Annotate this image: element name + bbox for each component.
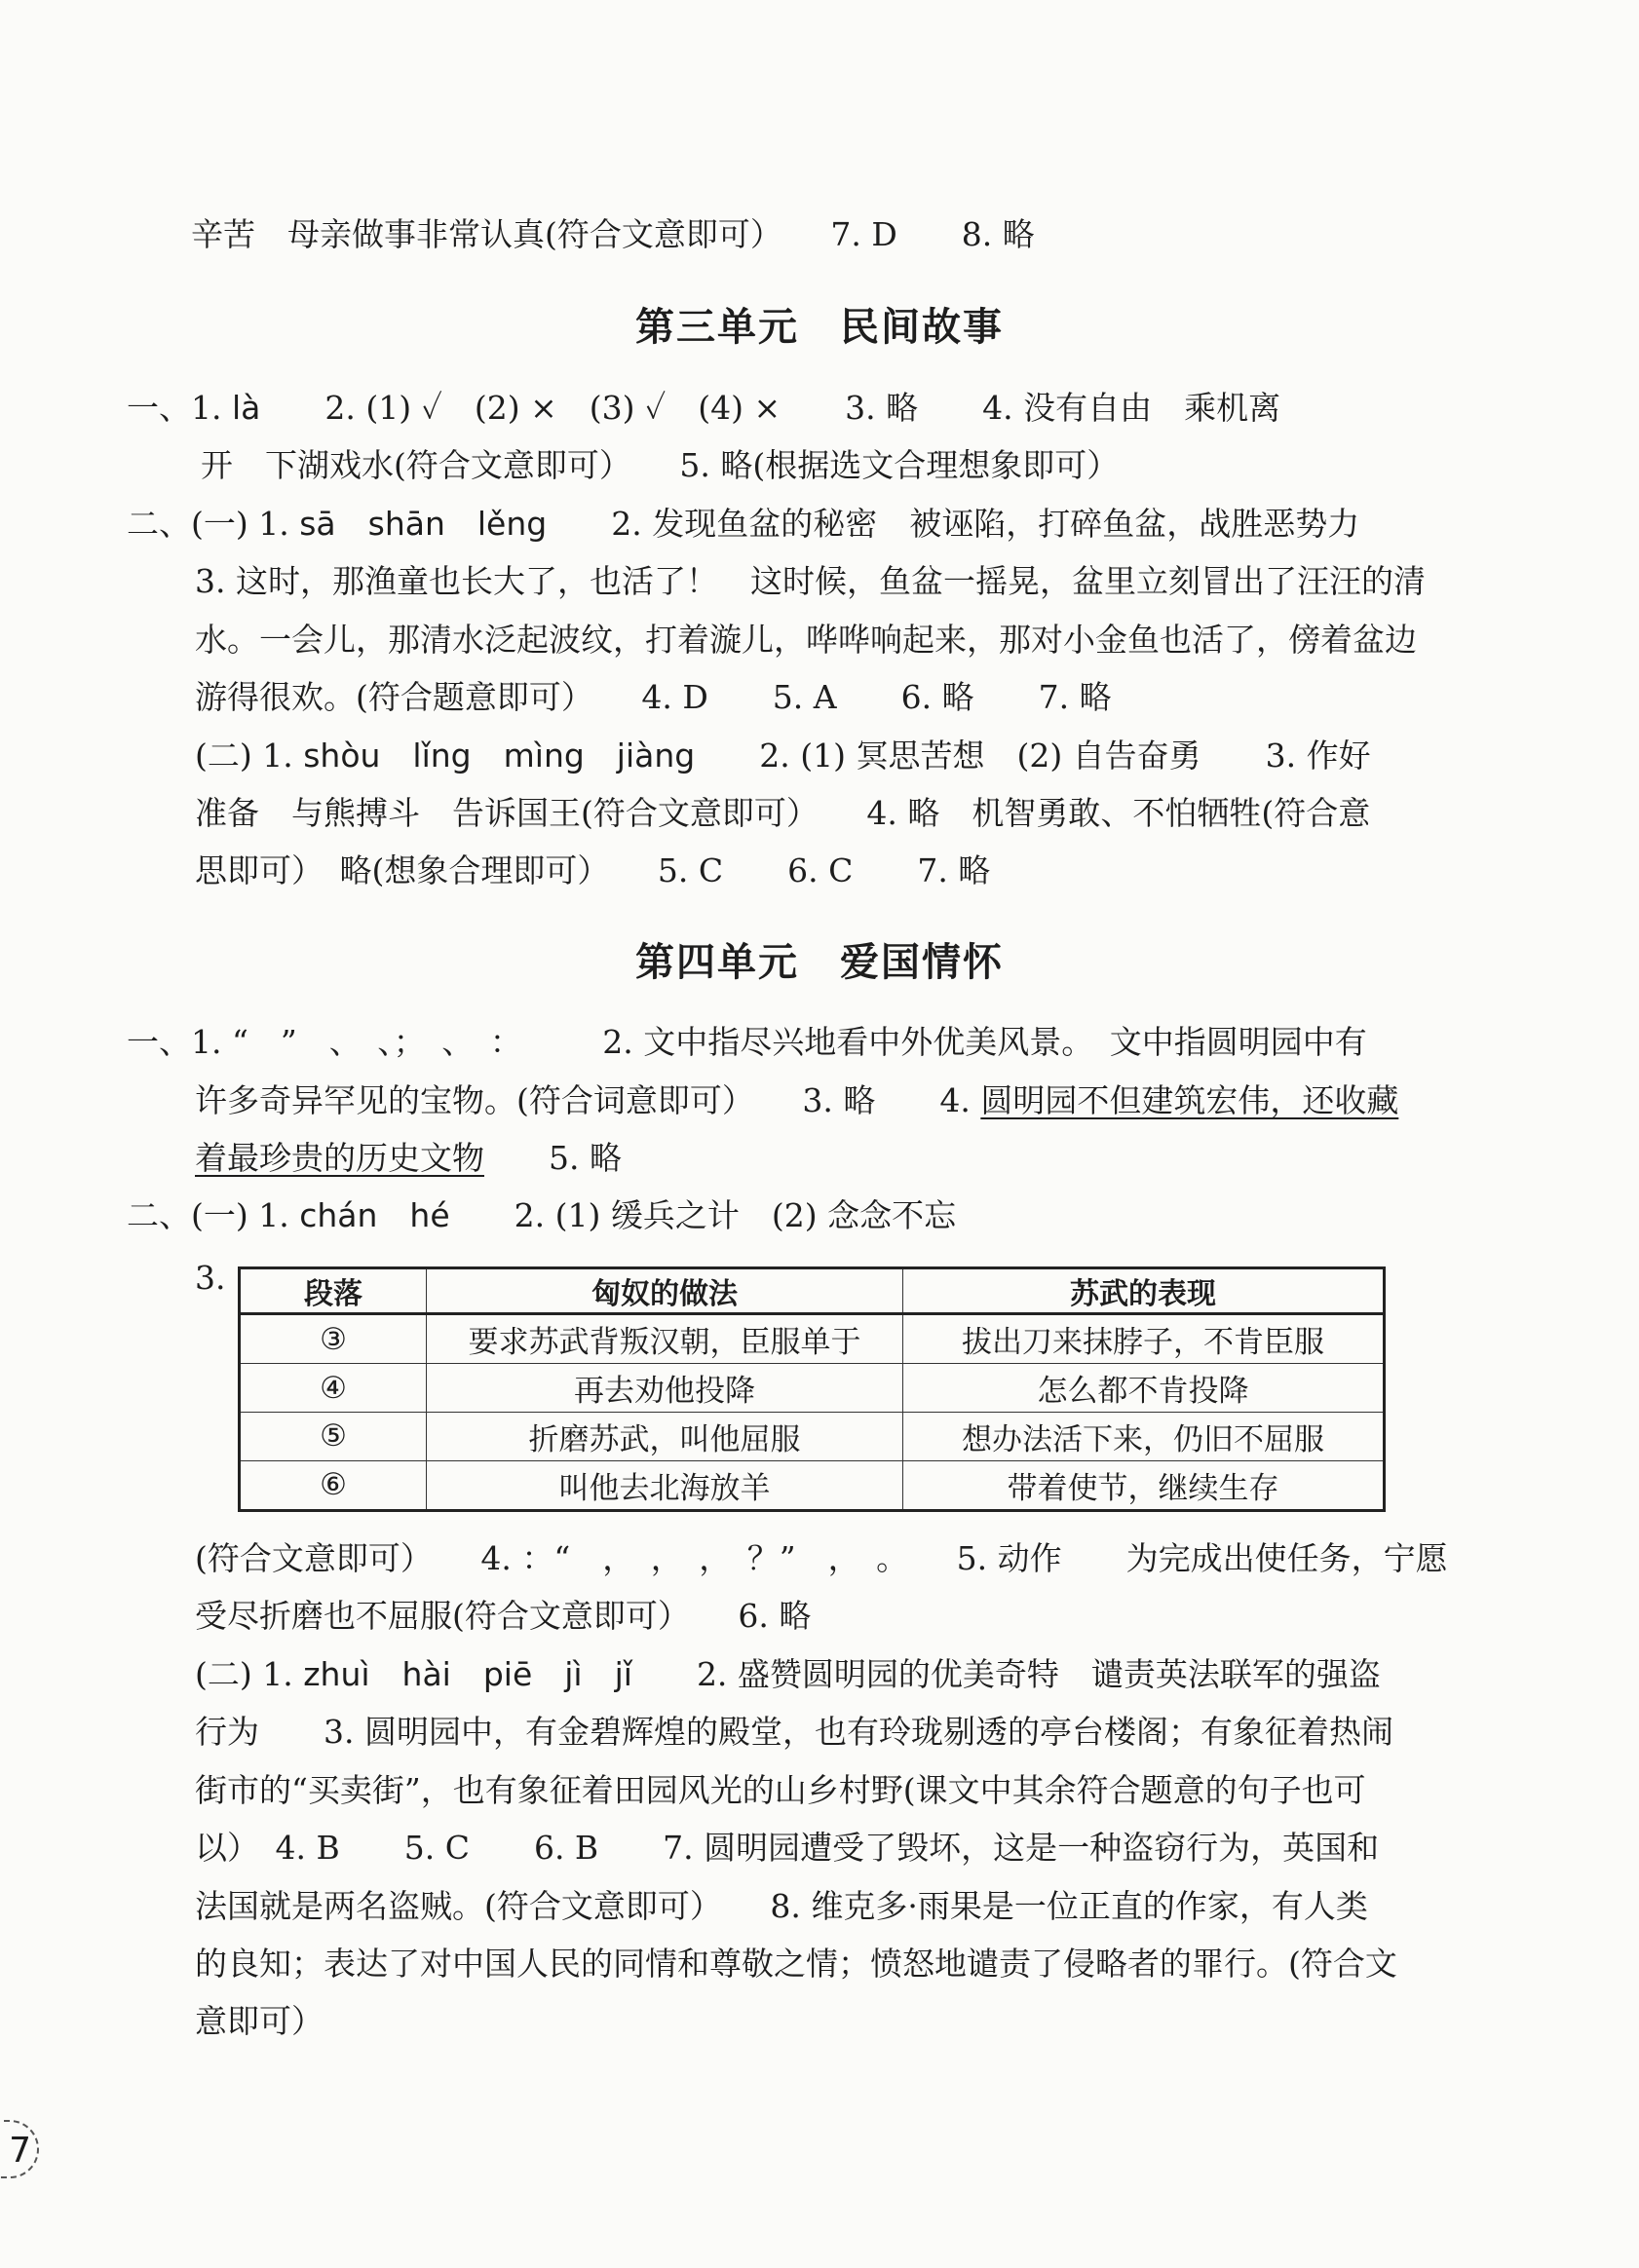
answer-line: 着最珍贵的历史文物 5. 略 <box>195 1139 622 1177</box>
answer-line: (二) 1. shòu lǐng mìng jiàng 2. (1) 冥思苦想 (2) 自告奋勇 3. 作好 <box>195 737 1371 775</box>
unit-heading: 第三单元 民间故事 <box>635 305 1004 350</box>
table-cell: 叫他去北海放羊 <box>427 1460 903 1510</box>
table-cell: 拔出刀来抹脖子，不肯臣服 <box>903 1314 1385 1364</box>
underlined-answer: 着最珍贵的历史文物 <box>195 1139 484 1177</box>
answer-line: 受尽折磨也不屈服(符合文意即可） 6. 略 <box>195 1597 812 1635</box>
table-cell: 带着使节，继续生存 <box>903 1460 1385 1510</box>
answer-line: 准备 与熊搏斗 告诉国王(符合文意即可） 4. 略 机智勇敢、不怕牺牲(符合意 <box>195 794 1371 832</box>
answer-line: 3. 这时，那渔童也长大了，也活了！ 这时候，鱼盆一摇晃，盆里立刻冒出了汪汪的清 <box>195 562 1426 600</box>
table-row <box>240 1364 1385 1413</box>
answer-table <box>238 1266 1386 1512</box>
table-cell: 折磨苏武，叫他屈服 <box>427 1412 903 1460</box>
answer-line: (二) 1. zhuì hài piē jì jǐ 2. 盛赞圆明园的优美奇特 谴责英法联军的强盗 <box>195 1655 1381 1693</box>
table-cell: 再去劝他投降 <box>427 1364 903 1413</box>
answer-line: 一、1. “ ” 、 、； 、 ： 2. 文中指尽兴地看中外优美风景。 文中指圆明园中有 <box>127 1023 1367 1061</box>
answer-line: 二、(一) 1. chán hé 2. (1) 缓兵之计 (2) 念念不忘 <box>127 1196 957 1234</box>
underlined-answer: 圆明园不但建筑宏伟，还收藏 <box>980 1081 1399 1119</box>
answer-line: 的良知；表达了对中国人民的同情和尊敬之情；愤怒地谴责了侵略者的罪行。(符合文 <box>195 1945 1397 1983</box>
answer-line: 二、(一) 1. sā shān lěng 2. 发现鱼盆的秘密 被诬陷，打碎鱼盆，战胜恶势力 <box>127 505 1360 543</box>
answer-table-wrapper <box>238 1266 1386 1512</box>
answer-line: 辛苦 母亲做事非常认真(符合文意即可） 7. D 8. 略 <box>191 215 1035 253</box>
table-cell: ④ <box>240 1364 427 1413</box>
answer-line: (符合文意即可） 4. ：“ ， ， ， ？” ， 。 5. 动作 为完成出使任务，宁愿 <box>195 1539 1448 1577</box>
table-header: 匈奴的做法 <box>427 1268 903 1314</box>
answer-line: 思即可） 略(想象合理即可） 5. C 6. C 7. 略 <box>195 851 991 889</box>
table-row <box>240 1314 1385 1364</box>
answer-line: 街市的“买卖街”，也有象征着田园风光的山乡村野(课文中其余符合题意的句子也可 <box>195 1771 1366 1809</box>
pinyin: là <box>231 389 261 427</box>
unit-heading: 第四单元 爱国情怀 <box>635 940 1004 985</box>
table-cell: ⑥ <box>240 1460 427 1510</box>
answer-line: 开 下湖戏水(符合文意即可） 5. 略(根据选文合理想象即可） <box>201 446 1120 484</box>
question-number: 3. <box>195 1259 226 1297</box>
answer-line: 水。一会儿，那清水泛起波纹，打着漩儿，哗哗响起来，那对小金鱼也活了，傍着盆边 <box>195 621 1417 659</box>
table-header: 苏武的表现 <box>903 1268 1385 1314</box>
table-cell: 想办法活下来，仍旧不屈服 <box>903 1412 1385 1460</box>
answer-line: 行为 3. 圆明园中，有金碧辉煌的殿堂，也有玲珑剔透的亭台楼阁；有象征着热闹 <box>195 1713 1393 1751</box>
table-cell: ⑤ <box>240 1412 427 1460</box>
table-header-row <box>240 1268 1385 1314</box>
page-number: 7 <box>0 2120 39 2178</box>
answer-line: 意即可） <box>195 2002 324 2040</box>
table-row <box>240 1412 1385 1460</box>
pinyin: chán hé <box>299 1196 450 1234</box>
pinyin: zhuì hài piē jì jǐ <box>303 1655 632 1693</box>
answer-line: 一、1. là 2. (1) ✓ (2) × (3) ✓ (4) × 3. 略 4. 没有自由 乘机离 <box>127 389 1281 427</box>
table-row <box>240 1460 1385 1510</box>
table-header: 段落 <box>240 1268 427 1314</box>
pinyin: sā shān lěng <box>299 505 548 543</box>
table-cell: 要求苏武背叛汉朝，臣服单于 <box>427 1314 903 1364</box>
answer-line: 许多奇异罕见的宝物。(符合词意即可） 3. 略 4. 圆明园不但建筑宏伟，还收藏 <box>195 1081 1399 1119</box>
answer-line: 游得很欢。(符合题意即可） 4. D 5. A 6. 略 7. 略 <box>195 678 1112 716</box>
pinyin: shòu lǐng mìng jiàng <box>303 737 696 775</box>
answer-line: 以） 4. B 5. C 6. B 7. 圆明园遭受了毁坏，这是一种盗窃行为，英国和 <box>195 1829 1380 1867</box>
table-cell: 怎么都不肯投降 <box>903 1364 1385 1413</box>
table-cell: ③ <box>240 1314 427 1364</box>
answer-line: 法国就是两名盗贼。(符合文意即可） 8. 维克多·雨果是一位正直的作家，有人类 <box>195 1887 1368 1925</box>
